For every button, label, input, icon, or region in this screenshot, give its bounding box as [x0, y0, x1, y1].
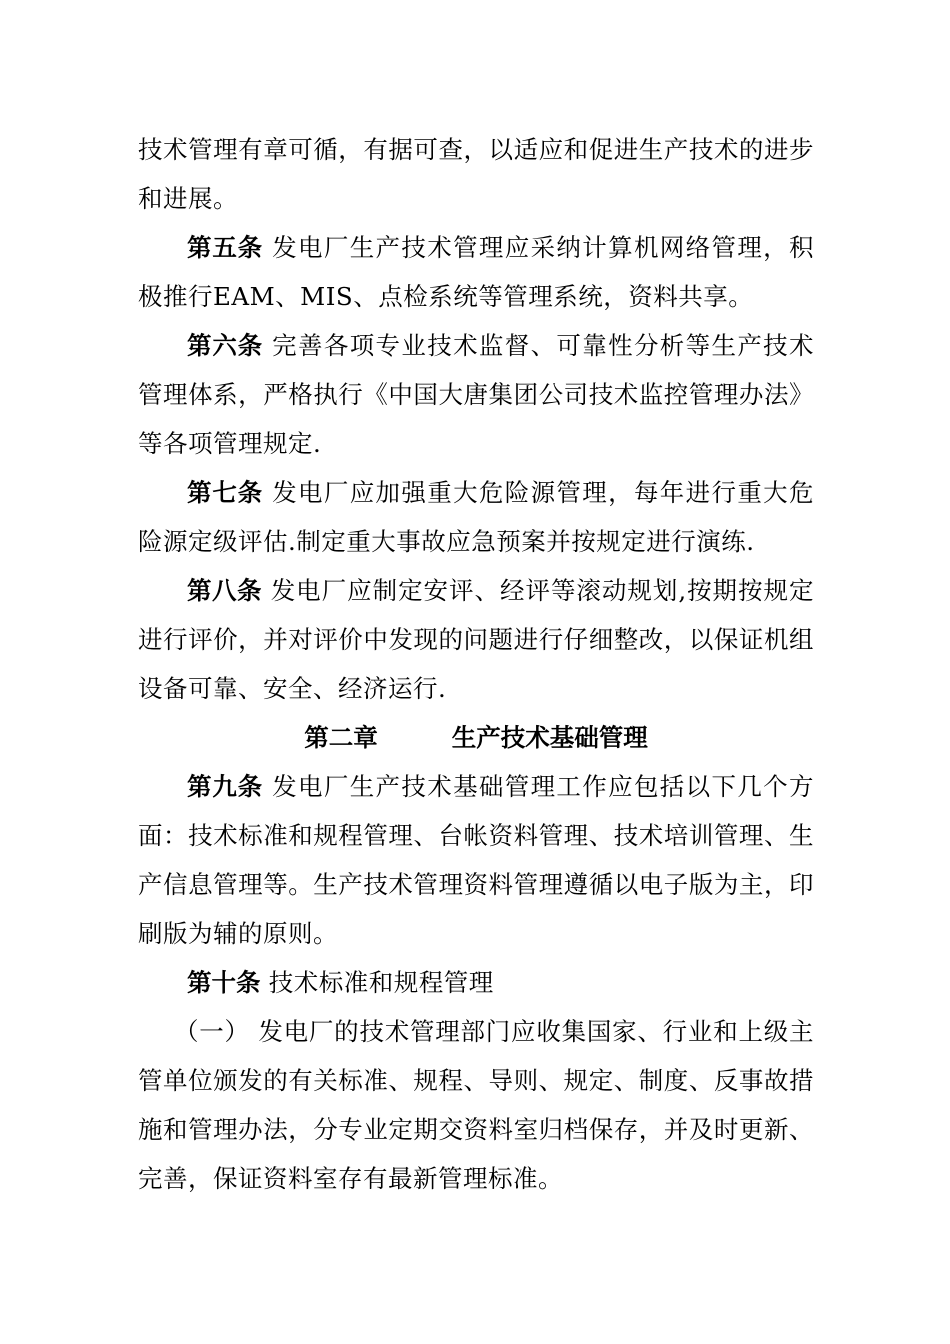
article-8 — [138, 566, 814, 713]
chapter-title: 生产技术基础管理 — [451, 723, 648, 752]
article-8-label: 第八条 — [187, 576, 262, 605]
chapter-heading — [138, 713, 814, 762]
document-page — [138, 125, 814, 1203]
article-10-text: 技术标准和规程管理 — [268, 968, 494, 997]
paragraph-continuation: 技术管理有章可循，有据可查，以适应和促进生产技术的进步和进展。 — [138, 135, 814, 213]
article-6-text: 完善各项专业技术监督、可靠性分析等生产技术管理体系，严格执行《中国大唐集团公司技术监控管理办法》等各项管理规定. — [138, 331, 815, 458]
article-5-label: 第五条 — [187, 233, 264, 262]
article-5-text: 发电厂生产技术管理应采纳计算机网络管理，积极推行EAM、MIS、点检系统等管理系统，资料共享。 — [138, 233, 815, 311]
article-5 — [138, 223, 814, 321]
article-9 — [138, 762, 814, 958]
item-marker: （一） — [174, 1017, 250, 1046]
article-7-text: 发电厂应加强重大危险源管理，每年进行重大危险源定级评估.制定重大事故应急预案并按规定进行演练. — [138, 478, 815, 556]
article-7-label: 第七条 — [187, 478, 264, 507]
article-6 — [138, 321, 814, 468]
article-10 — [138, 958, 814, 1007]
article-10-item-1 — [138, 1007, 814, 1203]
article-9-text: 发电厂生产技术基础管理工作应包括以下几个方面：技术标准和规程管理、台帐资料管理、技术培训管理、生产信息管理等。生产技术管理资料管理遵循以电子版为主，印刷版为辅的原则。 — [138, 772, 815, 948]
article-6-label: 第六条 — [187, 331, 264, 360]
chapter-number: 第二章 — [304, 723, 378, 752]
article-9-label: 第九条 — [187, 772, 264, 801]
article-10-label: 第十条 — [187, 968, 261, 997]
article-7 — [138, 468, 814, 566]
article-8-text: 发电厂应制定安评、经评等滚动规划,按期按规定进行评价，并对评价中发现的问题进行仔细整改，以保证机组设备可靠、安全、经济运行. — [138, 576, 814, 703]
item-text: 发电厂的技术管理部门应收集国家、行业和上级主管单位颁发的有关标准、规程、导则、规定、制度、反事故措施和管理办法，分专业定期交资料室归档保存，并及时更新、完善，保证资料室存有最新管理标准。 — [138, 1017, 815, 1193]
